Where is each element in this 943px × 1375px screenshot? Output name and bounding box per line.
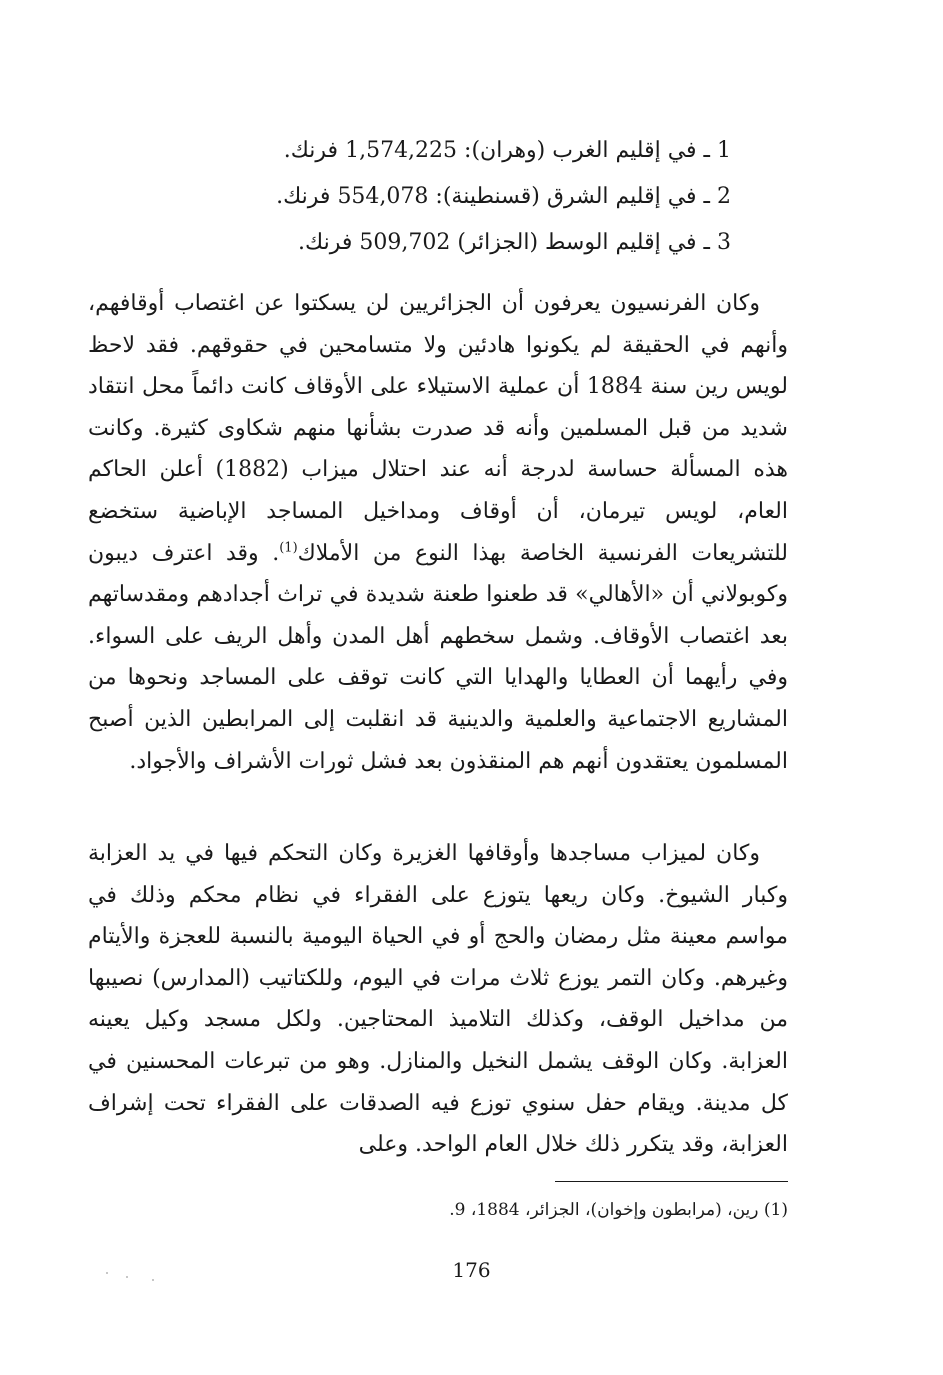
paragraph-text: وكان الفرنسيون يعرفون أن الجزائريين لن يسكتوا عن اغتصاب أوقافهم، وأنهم في الحقيقة لم يكونوا هادئين ولا متسامحين في حقوقهم. فقد لاحظ لويس رين سنة 1884 أن عملية الاستيلاء على الأوقاف كانت دائماً محل انتقاد شديد من قبل المسلمين وأنه قد صدرت بشأنها منهم شكاوى كثيرة. وكانت هذه المسألة حساسة لدرجة أنه عند احتلال ميزاب (1882) أعلن الحاكم العام، لويس تيرمان، أن أوقاف ومداخيل المساجد الإباضية ستخضع للتشريعات الفرنسية الخاصة بهذا النوع من الأملاك — [88, 291, 788, 566]
footnote-reference: (1) — [279, 540, 298, 556]
body-paragraph — [88, 833, 788, 1166]
footnote-divider — [555, 1181, 788, 1182]
list-item: 3 ـ في إقليم الوسط (الجزائر) 509,702 فرنك. — [298, 230, 731, 255]
page-number: 176 — [452, 1258, 491, 1282]
list-item: 2 ـ في إقليم الشرق (قسنطينة): 554,078 فرنك. — [276, 184, 731, 209]
paragraph-text: وكان لميزاب مساجدها وأوقافها الغزيرة وكان التحكم فيها في يد العزابة وكبار الشيوخ. وكان ريعها يتوزع على الفقراء في نظام محكم وذلك في مواسم معينة مثل رمضان والحج أو في الحياة اليومية بالنسبة للعجزة والأيتام وغيرهم. وكان التمر يوزع ثلاث مرات في اليوم، وللكتاتيب (المدارس) نصيبها من مداخيل الوقف، وكذلك التلاميذ المحتاجين. ولكل مسجد وكيل يعينه العزابة. وكان الوقف يشمل النخيل والمنازل. وهو من تبرعات المحسنين في كل مدينة. ويقام حفل سنوي توزع فيه الصدقات على الفقراء تحت إشراف العزابة، وقد يتكرر ذلك خلال العام الواحد. وعلى — [88, 841, 788, 1158]
scan-speck — [152, 1279, 154, 1281]
paragraph-text: . وقد اعترف ديبون وكوبولاني أن «الأهالي» قد طعنوا طعنة شديدة في تراث أجدادهم ومقدساتهم بعد اغتصاب الأوقاف. وشمل سخطهم أهل المدن وأهل الريف على السواء. وفي رأيهما أن العطايا والهدايا التي كانت توقف على المساجد ونحوها من المشاريع الاجتماعية والعلمية والدينية قد انقلبت إلى المرابطين الذين أصبح المسلمون يعتقدون أنهم هم المنقذون بعد فشل ثورات الأشراف والأجواد. — [88, 540, 788, 774]
scan-speck — [106, 1272, 108, 1274]
regional-revenue-list — [211, 128, 731, 266]
body-paragraph — [88, 283, 788, 782]
scan-speck — [126, 1276, 128, 1278]
footnote: (1) رين، (مرابطون وإخوان)، الجزائر، 1884، 9. — [449, 1200, 788, 1220]
list-item: 1 ـ في إقليم الغرب (وهران): 1,574,225 فرنك. — [283, 138, 731, 163]
